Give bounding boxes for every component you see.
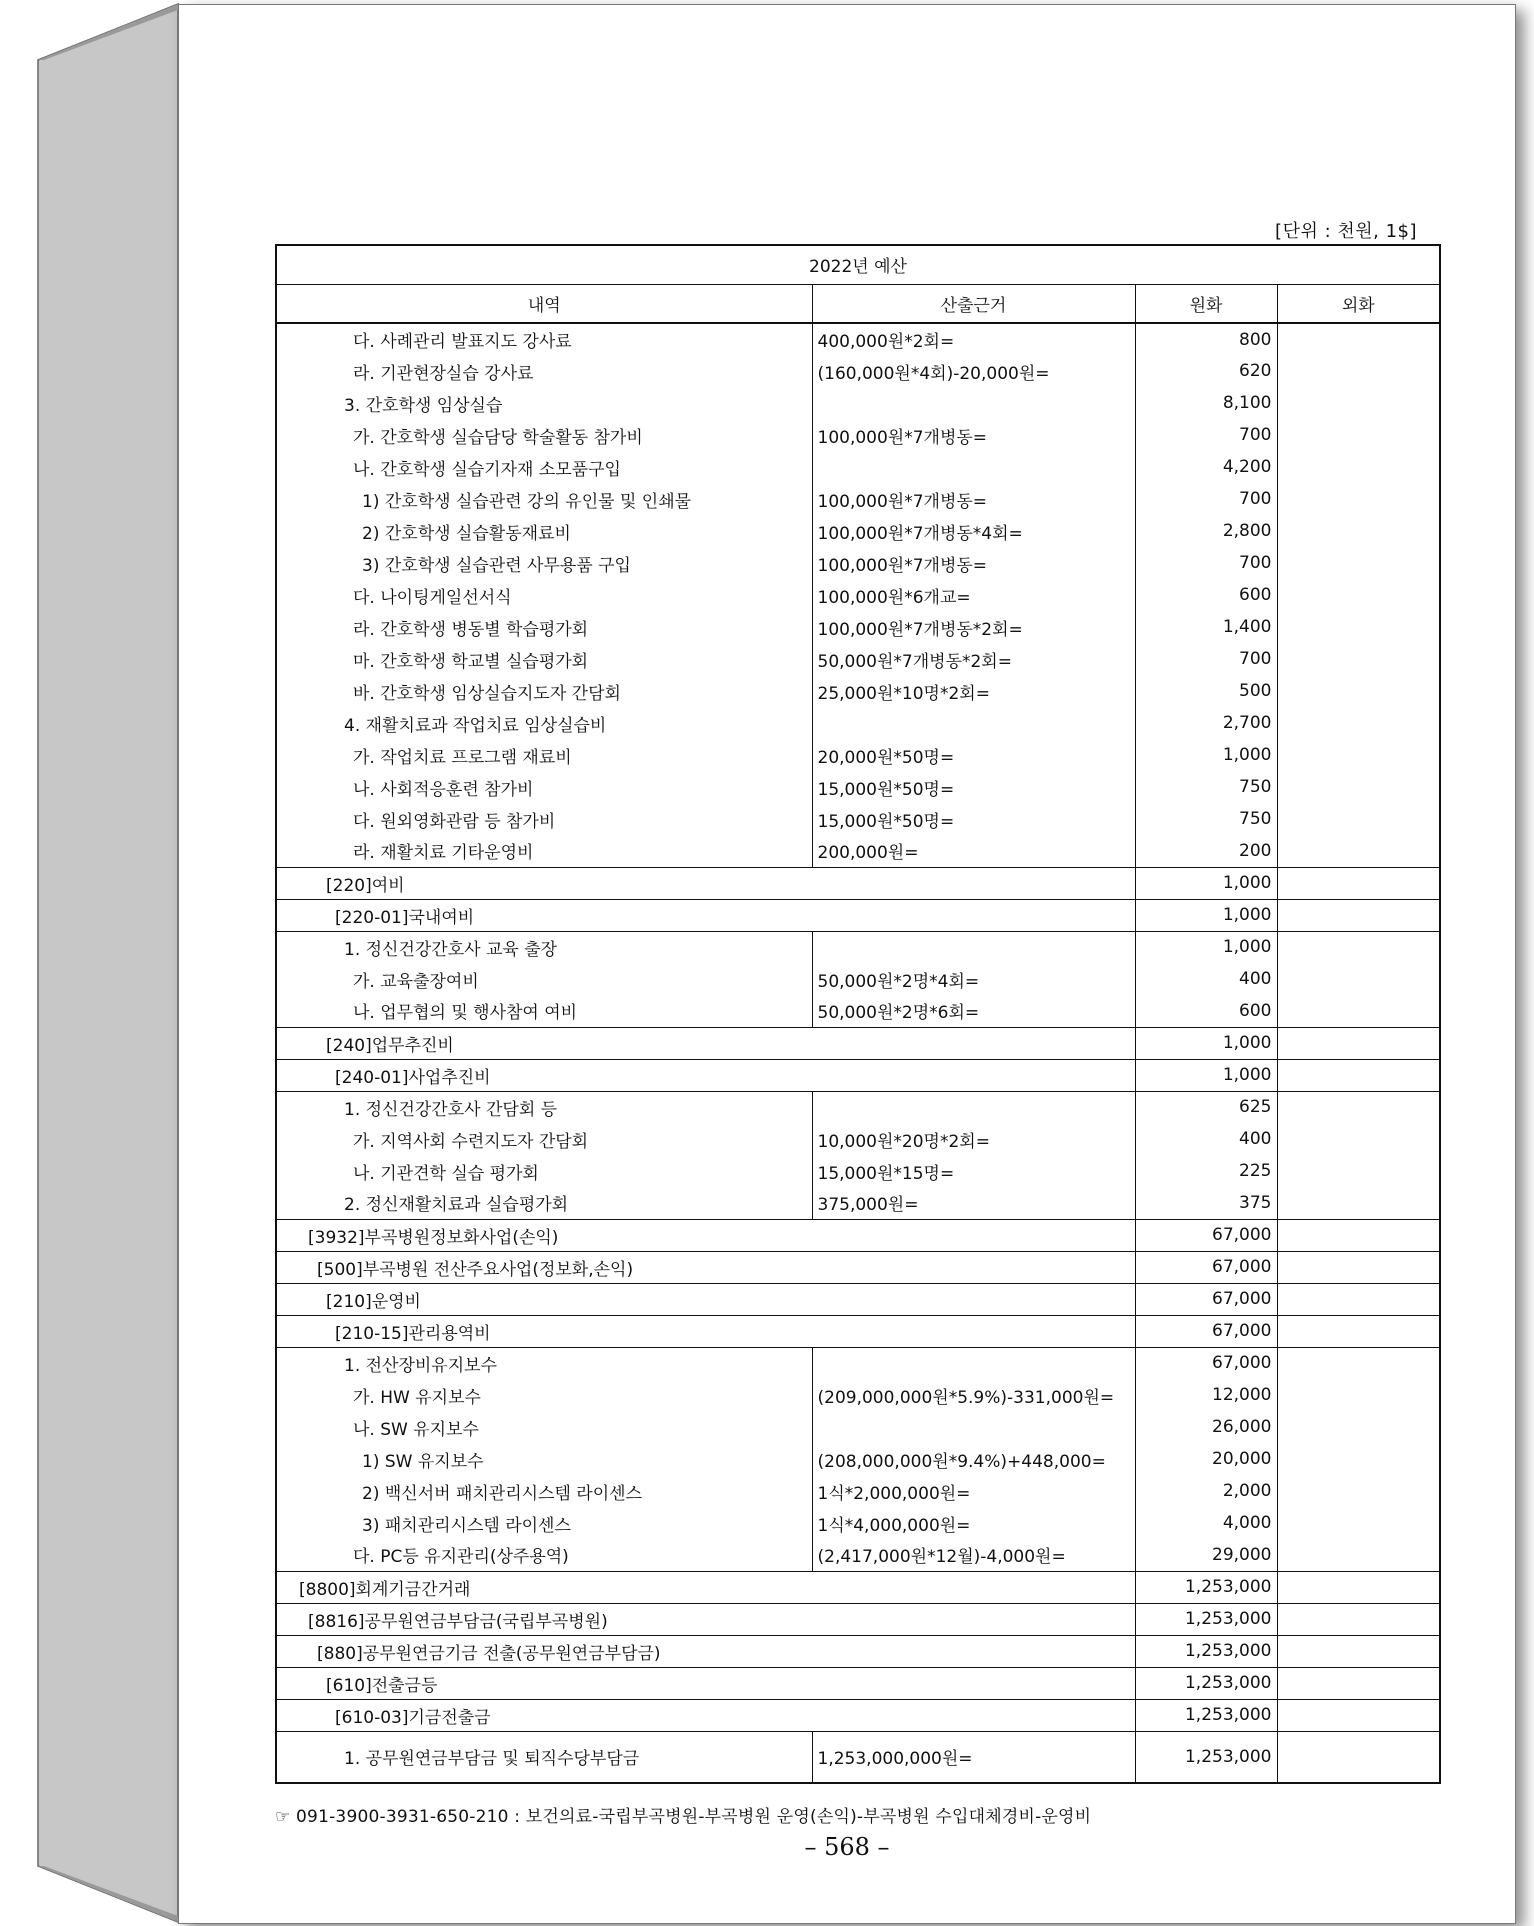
row-foreign-amount (1277, 1347, 1440, 1379)
row-foreign-amount (1277, 1539, 1440, 1571)
row-description: 다. 나이팅게일선서식 (276, 579, 812, 611)
table-row (276, 1187, 1440, 1219)
table-row (276, 1411, 1440, 1443)
table-row (276, 1091, 1440, 1123)
row-basis: (209,000,000원*5.9%)-331,000원= (812, 1379, 1135, 1411)
row-description: 1. 공무원연금부담금 및 퇴직수당부담금 (276, 1731, 812, 1783)
row-foreign-amount (1277, 1603, 1440, 1635)
row-basis: 15,000원*50명= (812, 803, 1135, 835)
row-won-amount: 500 (1135, 675, 1277, 707)
row-won-amount: 1,253,000 (1135, 1667, 1277, 1699)
row-won-amount: 1,253,000 (1135, 1603, 1277, 1635)
header-basis: 산출근거 (812, 284, 1135, 323)
row-won-amount: 2,800 (1135, 515, 1277, 547)
table-row (276, 1443, 1440, 1475)
row-foreign-amount (1277, 1219, 1440, 1251)
row-description: 4. 재활치료과 작업치료 임상실습비 (276, 707, 812, 739)
row-description: 바. 간호학생 임상실습지도자 간담회 (276, 675, 812, 707)
row-won-amount: 750 (1135, 803, 1277, 835)
row-description: [240-01]사업추진비 (276, 1059, 1135, 1091)
row-won-amount: 1,000 (1135, 739, 1277, 771)
table-row (276, 1315, 1440, 1347)
table-row (276, 355, 1440, 387)
table-row (276, 1603, 1440, 1635)
row-basis: 200,000원= (812, 835, 1135, 867)
table-row (276, 1635, 1440, 1667)
table-body (276, 323, 1440, 1783)
table-row (276, 1731, 1440, 1783)
row-basis: 100,000원*6개교= (812, 579, 1135, 611)
row-foreign-amount (1277, 355, 1440, 387)
row-description: 다. PC등 유지관리(상주용역) (276, 1539, 812, 1571)
row-foreign-amount (1277, 1027, 1440, 1059)
row-basis (812, 451, 1135, 483)
row-description: [610-03]기금전출금 (276, 1699, 1135, 1731)
row-won-amount: 67,000 (1135, 1283, 1277, 1315)
row-description: 3) 패치관리시스템 라이센스 (276, 1507, 812, 1539)
row-description: 가. 작업치료 프로그램 재료비 (276, 739, 812, 771)
row-won-amount: 750 (1135, 771, 1277, 803)
row-basis: 375,000원= (812, 1187, 1135, 1219)
row-won-amount: 200 (1135, 835, 1277, 867)
row-description: [880]공무원연금기금 전출(공무원연금부담금) (276, 1635, 1135, 1667)
row-foreign-amount (1277, 1411, 1440, 1443)
table-row (276, 483, 1440, 515)
row-basis: 25,000원*10명*2회= (812, 675, 1135, 707)
row-won-amount: 700 (1135, 419, 1277, 451)
row-foreign-amount (1277, 1699, 1440, 1731)
row-won-amount: 1,000 (1135, 867, 1277, 899)
row-description: 가. HW 유지보수 (276, 1379, 812, 1411)
row-won-amount: 620 (1135, 355, 1277, 387)
row-foreign-amount (1277, 1731, 1440, 1783)
row-foreign-amount (1277, 1091, 1440, 1123)
row-basis (812, 1411, 1135, 1443)
row-description: [8800]회계기금간거래 (276, 1571, 1135, 1603)
row-foreign-amount (1277, 1251, 1440, 1283)
row-description: 1. 정신건강간호사 간담회 등 (276, 1091, 812, 1123)
row-foreign-amount (1277, 1443, 1440, 1475)
row-description: [220]여비 (276, 867, 1135, 899)
row-foreign-amount (1277, 963, 1440, 995)
row-basis: 1식*4,000,000원= (812, 1507, 1135, 1539)
row-won-amount: 2,700 (1135, 707, 1277, 739)
table-row (276, 675, 1440, 707)
table-row (276, 515, 1440, 547)
row-foreign-amount (1277, 1507, 1440, 1539)
row-foreign-amount (1277, 1123, 1440, 1155)
header-won: 원화 (1135, 284, 1277, 323)
row-won-amount: 1,253,000 (1135, 1731, 1277, 1783)
row-won-amount: 375 (1135, 1187, 1277, 1219)
row-description: 가. 교육출장여비 (276, 963, 812, 995)
row-won-amount: 1,000 (1135, 1059, 1277, 1091)
table-row (276, 579, 1440, 611)
row-foreign-amount (1277, 515, 1440, 547)
row-foreign-amount (1277, 579, 1440, 611)
row-won-amount: 20,000 (1135, 1443, 1277, 1475)
row-won-amount: 1,400 (1135, 611, 1277, 643)
row-won-amount: 26,000 (1135, 1411, 1277, 1443)
row-description: [610]전출금등 (276, 1667, 1135, 1699)
row-won-amount: 600 (1135, 995, 1277, 1027)
table-row (276, 1283, 1440, 1315)
row-won-amount: 67,000 (1135, 1251, 1277, 1283)
table-row (276, 547, 1440, 579)
row-description: [500]부곡병원 전산주요사업(정보화,손익) (276, 1251, 1135, 1283)
table-row (276, 771, 1440, 803)
table-row (276, 963, 1440, 995)
row-won-amount: 2,000 (1135, 1475, 1277, 1507)
row-won-amount: 800 (1135, 323, 1277, 355)
row-basis (812, 387, 1135, 419)
row-foreign-amount (1277, 899, 1440, 931)
table-row (276, 1155, 1440, 1187)
row-foreign-amount (1277, 451, 1440, 483)
table-row (276, 1571, 1440, 1603)
row-basis: 50,000원*2명*6회= (812, 995, 1135, 1027)
row-won-amount: 1,000 (1135, 899, 1277, 931)
row-foreign-amount (1277, 1475, 1440, 1507)
row-description: [8816]공무원연금부담금(국립부곡병원) (276, 1603, 1135, 1635)
table-row (276, 1123, 1440, 1155)
row-foreign-amount (1277, 1379, 1440, 1411)
table-row (276, 451, 1440, 483)
row-won-amount: 8,100 (1135, 387, 1277, 419)
header-description: 내역 (276, 284, 812, 323)
row-won-amount: 4,200 (1135, 451, 1277, 483)
row-basis: 15,000원*50명= (812, 771, 1135, 803)
row-won-amount: 67,000 (1135, 1219, 1277, 1251)
row-description: 가. 간호학생 실습담당 학술활동 참가비 (276, 419, 812, 451)
row-foreign-amount (1277, 547, 1440, 579)
row-won-amount: 225 (1135, 1155, 1277, 1187)
row-basis (812, 1347, 1135, 1379)
row-foreign-amount (1277, 867, 1440, 899)
row-basis: 50,000원*2명*4회= (812, 963, 1135, 995)
table-row (276, 1539, 1440, 1571)
row-foreign-amount (1277, 995, 1440, 1027)
row-foreign-amount (1277, 387, 1440, 419)
table-row (276, 835, 1440, 867)
table-row (276, 611, 1440, 643)
row-basis: 400,000원*2회= (812, 323, 1135, 355)
row-description: 2) 간호학생 실습활동재료비 (276, 515, 812, 547)
row-basis: 100,000원*7개병동= (812, 483, 1135, 515)
table-row (276, 1027, 1440, 1059)
row-basis: (208,000,000원*9.4%)+448,000= (812, 1443, 1135, 1475)
row-won-amount: 400 (1135, 963, 1277, 995)
row-foreign-amount (1277, 1571, 1440, 1603)
row-won-amount: 1,253,000 (1135, 1699, 1277, 1731)
header-foreign: 외화 (1277, 284, 1440, 323)
row-basis: 20,000원*50명= (812, 739, 1135, 771)
row-basis (812, 931, 1135, 963)
row-won-amount: 1,253,000 (1135, 1571, 1277, 1603)
table-title: 2022년 예산 (276, 245, 1440, 284)
row-description: 나. 기관견학 실습 평가회 (276, 1155, 812, 1187)
table-row (276, 1507, 1440, 1539)
row-foreign-amount (1277, 707, 1440, 739)
row-won-amount: 1,253,000 (1135, 1635, 1277, 1667)
row-won-amount: 700 (1135, 547, 1277, 579)
row-won-amount: 1,000 (1135, 1027, 1277, 1059)
table-row (276, 739, 1440, 771)
table-row (276, 899, 1440, 931)
row-foreign-amount (1277, 483, 1440, 515)
row-foreign-amount (1277, 739, 1440, 771)
row-description: 라. 재활치료 기타운영비 (276, 835, 812, 867)
row-description: 나. 사회적응훈련 참가비 (276, 771, 812, 803)
row-won-amount: 29,000 (1135, 1539, 1277, 1571)
row-foreign-amount (1277, 1155, 1440, 1187)
row-foreign-amount (1277, 771, 1440, 803)
row-description: [240]업무추진비 (276, 1027, 1135, 1059)
row-description: 3. 간호학생 임상실습 (276, 387, 812, 419)
table-row (276, 1059, 1440, 1091)
row-basis: 100,000원*7개병동= (812, 419, 1135, 451)
row-basis: 1,253,000,000원= (812, 1731, 1135, 1783)
row-foreign-amount (1277, 1059, 1440, 1091)
row-basis: 100,000원*7개병동= (812, 547, 1135, 579)
row-won-amount: 1,000 (1135, 931, 1277, 963)
table-row (276, 1379, 1440, 1411)
row-basis: 100,000원*7개병동*2회= (812, 611, 1135, 643)
row-won-amount: 67,000 (1135, 1347, 1277, 1379)
table-row (276, 1347, 1440, 1379)
row-won-amount: 400 (1135, 1123, 1277, 1155)
row-description: 2. 정신재활치료과 실습평가회 (276, 1187, 812, 1219)
row-description: 1) 간호학생 실습관련 강의 유인물 및 인쇄물 (276, 483, 812, 515)
row-foreign-amount (1277, 1187, 1440, 1219)
row-description: 나. 업무협의 및 행사참여 여비 (276, 995, 812, 1027)
table-row (276, 387, 1440, 419)
row-description: 마. 간호학생 학교별 실습평가회 (276, 643, 812, 675)
table-row (276, 1251, 1440, 1283)
row-description: [3932]부곡병원정보화사업(손익) (276, 1219, 1135, 1251)
table-row (276, 643, 1440, 675)
row-description: 2) 백신서버 패치관리시스템 라이센스 (276, 1475, 812, 1507)
row-description: 1. 전산장비유지보수 (276, 1347, 812, 1379)
table-row (276, 931, 1440, 963)
row-basis: 1식*2,000,000원= (812, 1475, 1135, 1507)
row-description: 3) 간호학생 실습관련 사무용품 구입 (276, 547, 812, 579)
unit-label: [단위 : 천원, 1$] (1275, 221, 1417, 242)
row-foreign-amount (1277, 675, 1440, 707)
row-foreign-amount (1277, 643, 1440, 675)
table-row (276, 707, 1440, 739)
row-won-amount: 700 (1135, 483, 1277, 515)
table-row (276, 803, 1440, 835)
row-basis: 15,000원*15명= (812, 1155, 1135, 1187)
row-won-amount: 4,000 (1135, 1507, 1277, 1539)
row-description: 나. SW 유지보수 (276, 1411, 812, 1443)
table-row (276, 1667, 1440, 1699)
row-foreign-amount (1277, 803, 1440, 835)
table-row (276, 1219, 1440, 1251)
row-foreign-amount (1277, 1635, 1440, 1667)
row-basis: 10,000원*20명*2회= (812, 1123, 1135, 1155)
row-won-amount: 12,000 (1135, 1379, 1277, 1411)
row-description: [220-01]국내여비 (276, 899, 1135, 931)
row-basis: (2,417,000원*12월)-4,000원= (812, 1539, 1135, 1571)
row-foreign-amount (1277, 1283, 1440, 1315)
row-basis (812, 707, 1135, 739)
row-foreign-amount (1277, 611, 1440, 643)
footnote: ☞ 091-3900-3931-650-210 : 보건의료-국립부곡병원-부곡병원 운영(손익)-부곡병원 수입대체경비-운영비 (275, 1807, 1092, 1827)
row-description: 다. 사례관리 발표지도 강사료 (276, 323, 812, 355)
page-number: – 568 – (804, 1833, 890, 1861)
row-description: 라. 기관현장실습 강사료 (276, 355, 812, 387)
table-row (276, 419, 1440, 451)
row-description: 1. 정신건강간호사 교육 출장 (276, 931, 812, 963)
row-description: [210-15]관리용역비 (276, 1315, 1135, 1347)
row-foreign-amount (1277, 1667, 1440, 1699)
row-description: 나. 간호학생 실습기자재 소모품구입 (276, 451, 812, 483)
row-basis: 100,000원*7개병동*4회= (812, 515, 1135, 547)
row-won-amount: 67,000 (1135, 1315, 1277, 1347)
row-basis: (160,000원*4회)-20,000원= (812, 355, 1135, 387)
row-won-amount: 625 (1135, 1091, 1277, 1123)
row-foreign-amount (1277, 419, 1440, 451)
row-foreign-amount (1277, 323, 1440, 355)
document-page (178, 4, 1516, 1924)
row-description: 라. 간호학생 병동별 학습평가회 (276, 611, 812, 643)
row-description: [210]운영비 (276, 1283, 1135, 1315)
table-row (276, 867, 1440, 899)
row-foreign-amount (1277, 835, 1440, 867)
table-row (276, 1475, 1440, 1507)
table-row (276, 1699, 1440, 1731)
table-row (276, 323, 1440, 355)
row-description: 1) SW 유지보수 (276, 1443, 812, 1475)
row-basis: 50,000원*7개병동*2회= (812, 643, 1135, 675)
table-row (276, 995, 1440, 1027)
row-description: 가. 지역사회 수련지도자 간담회 (276, 1123, 812, 1155)
row-basis (812, 1091, 1135, 1123)
row-won-amount: 600 (1135, 579, 1277, 611)
row-foreign-amount (1277, 931, 1440, 963)
book-spine (0, 0, 180, 1926)
row-won-amount: 700 (1135, 643, 1277, 675)
row-foreign-amount (1277, 1315, 1440, 1347)
budget-table (275, 244, 1441, 1784)
row-description: 다. 원외영화관람 등 참가비 (276, 803, 812, 835)
